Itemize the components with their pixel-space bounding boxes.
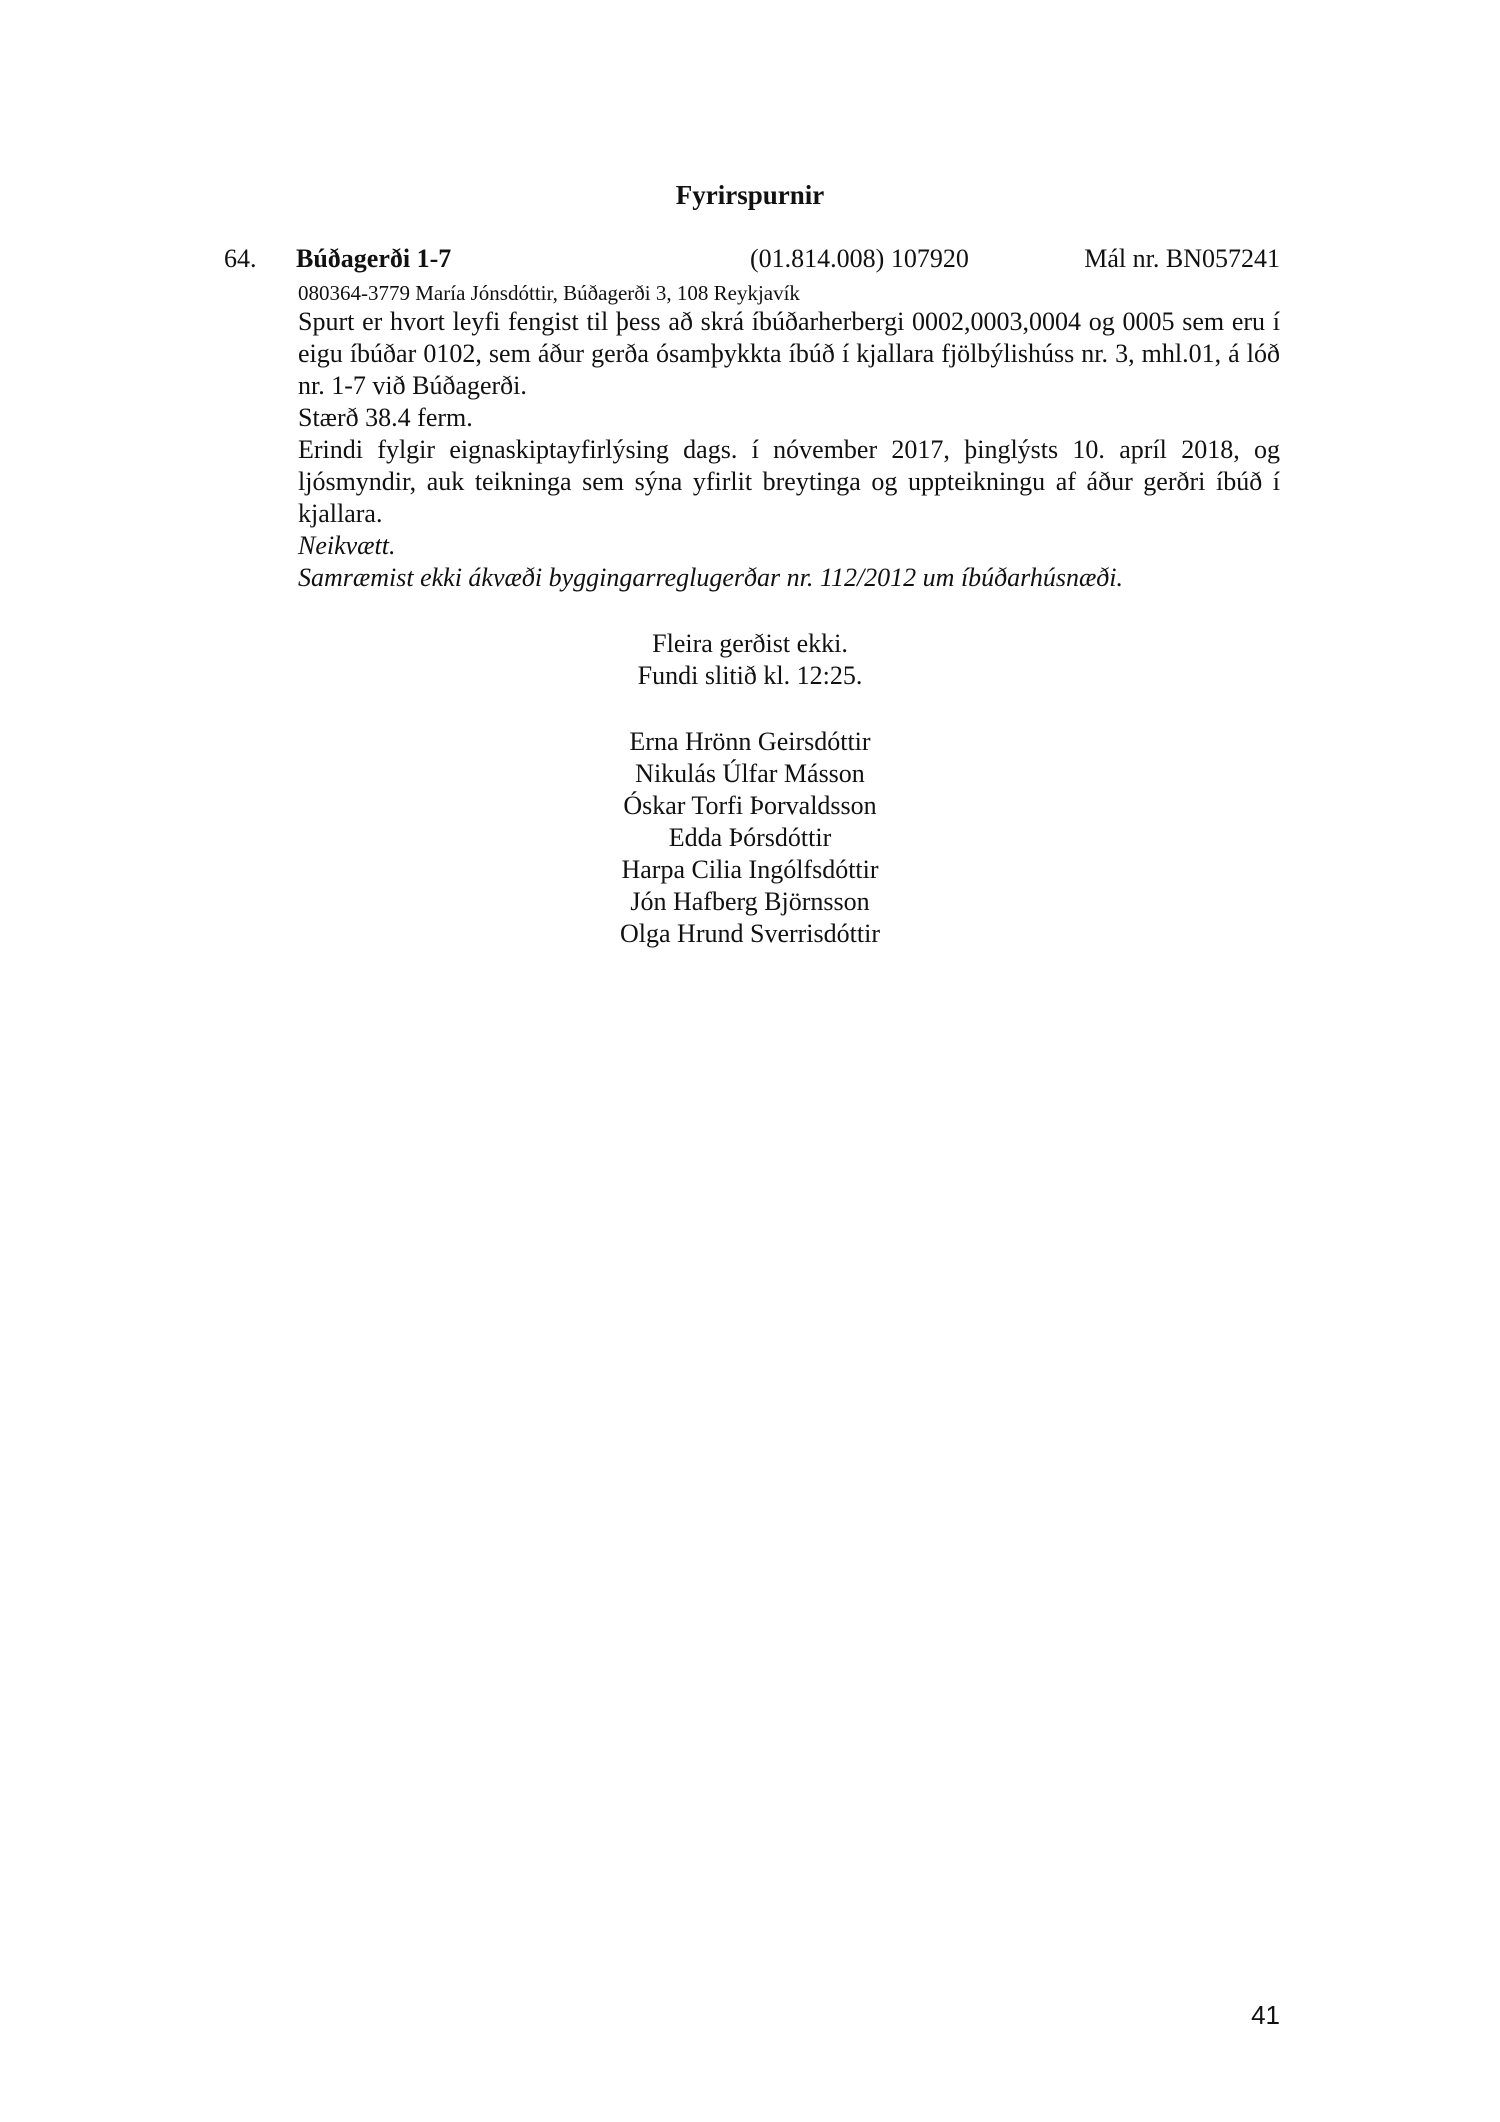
case-paragraph-size: Stærð 38.4 ferm.: [298, 403, 473, 432]
signature-name: Edda Þórsdóttir: [668, 823, 832, 852]
section-title: Fyrirspurnir: [675, 180, 825, 210]
case-body: [298, 306, 1280, 594]
signature-name: Jón Hafberg Björnsson: [630, 887, 870, 916]
case-reference-number: Mál nr. BN057241: [1084, 244, 1280, 273]
case-header: [224, 244, 1280, 278]
closing-line-2: Fundi slitið kl. 12:25.: [637, 661, 863, 690]
closing-line-1: Fleira gerðist ekki.: [652, 629, 848, 658]
case-decision: Neikvætt.: [298, 531, 396, 560]
meeting-closing: [0, 628, 1500, 692]
signature-name: Harpa Cilia Ingólfsdóttir: [621, 855, 879, 884]
property-ids: (01.814.008) 107920: [750, 244, 969, 273]
case-decision-note: Samræmist ekki ákvæði byggingarreglugerðar nr. 112/2012 um íbúðarhúsnæði.: [298, 563, 1124, 592]
case-number: 64.: [224, 244, 257, 273]
signature-list: [0, 726, 1500, 950]
case-paragraph-attachments: Erindi fylgir eignaskiptayfirlýsing dags. í nóvember 2017, þinglýsts 10. apríl 2018, og ljósmyndir, auk teikninga sem sýna yfirlit breytinga og uppteikningu af áður gerðri íbúð í kjallara.: [298, 435, 1280, 528]
signature-name: Erna Hrönn Geirsdóttir: [629, 727, 871, 756]
case-address: Búðagerði 1-7: [296, 244, 452, 273]
applicant-line: 080364-3779 María Jónsdóttir, Búðagerði 3, 108 Reykjavík: [298, 281, 800, 305]
page-number: 41: [1251, 2000, 1280, 2030]
signature-name: Olga Hrund Sverrisdóttir: [620, 919, 880, 948]
case-paragraph-inquiry: Spurt er hvort leyfi fengist til þess að skrá íbúðarherbergi 0002,0003,0004 og 0005 sem eru í eigu íbúðar 0102, sem áður gerða ósamþykkta íbúð í kjallara fjölbýlishúss nr. 3, mhl.01, á lóð nr. 1-7 við Búðagerði.: [298, 307, 1280, 400]
signature-name: Óskar Torfi Þorvaldsson: [623, 791, 877, 820]
signature-name: Nikulás Úlfar Másson: [635, 759, 865, 788]
